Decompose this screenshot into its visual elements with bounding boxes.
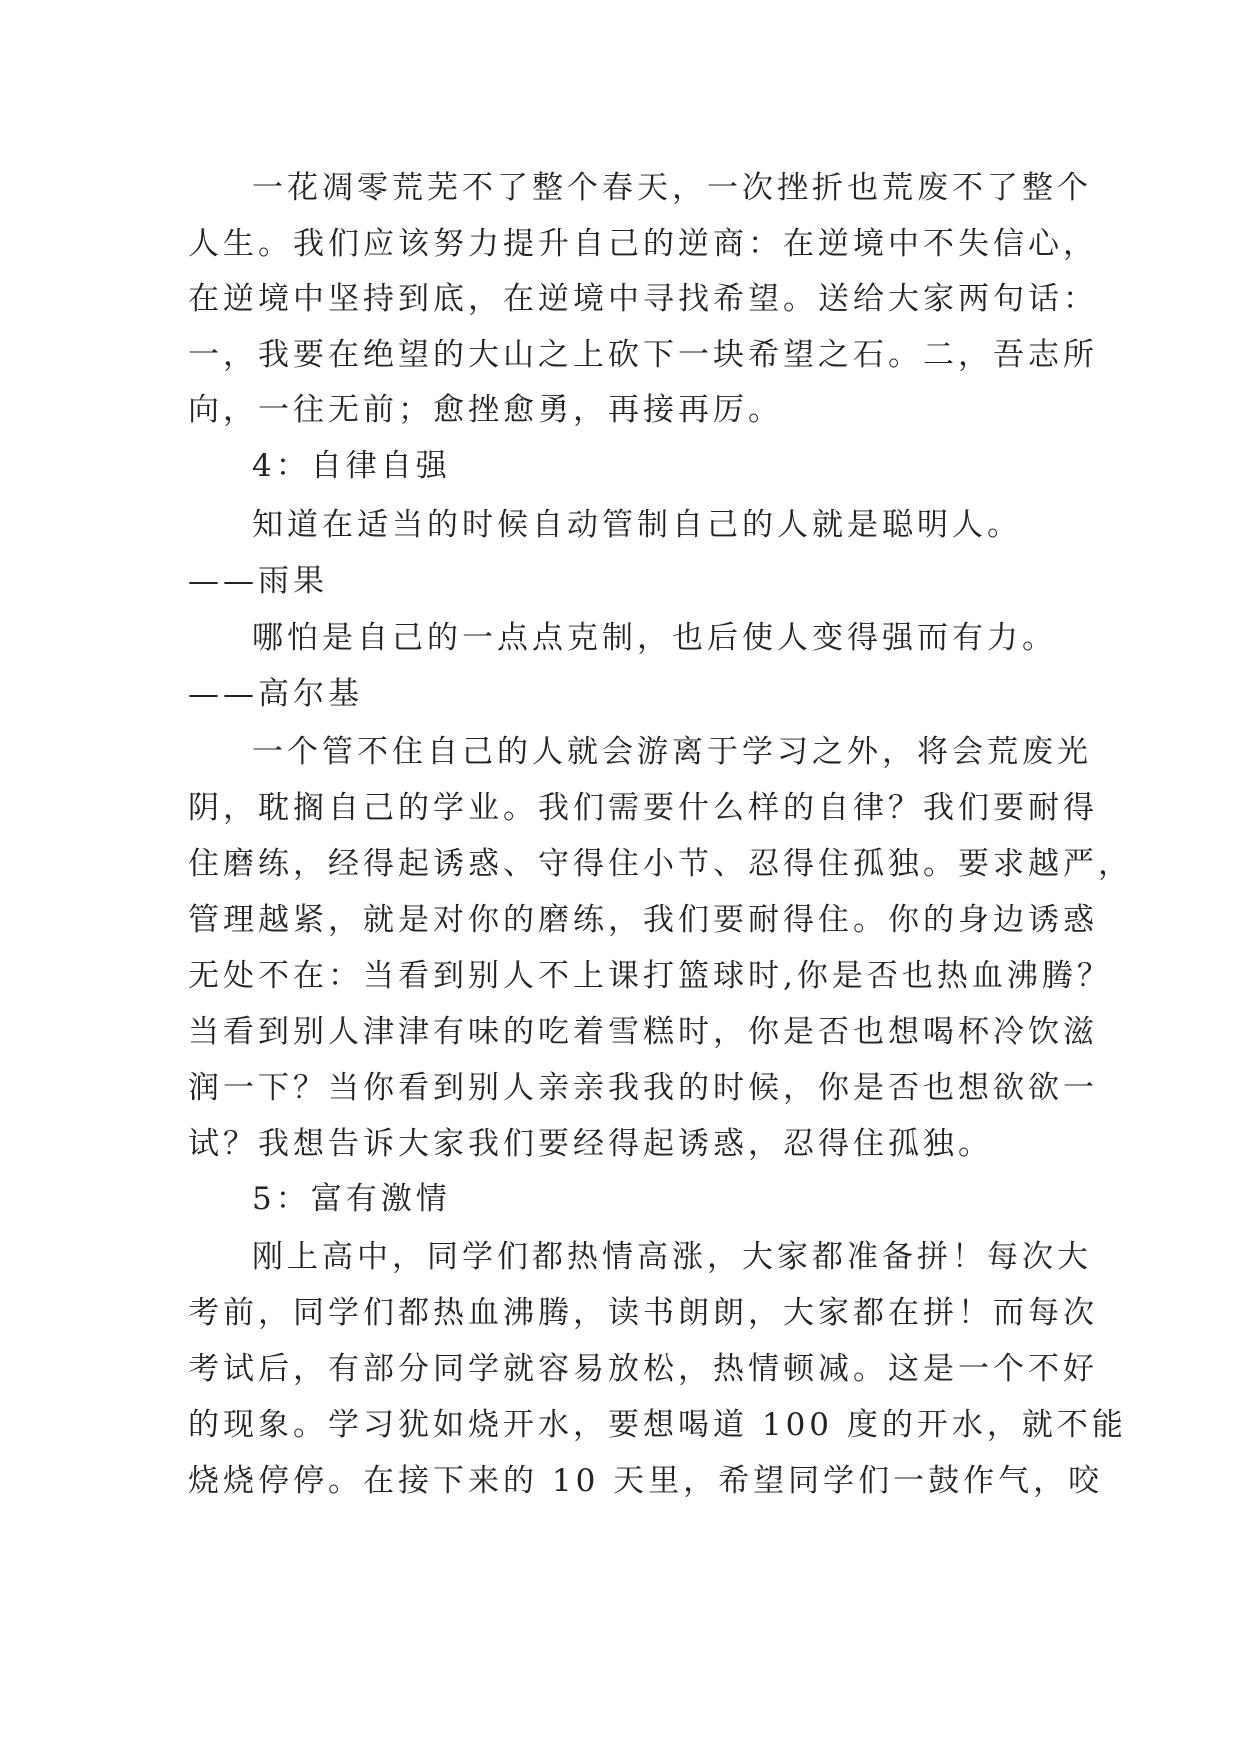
paragraph-line: 当看到别人津津有味的吃着雪糕时，你是否也想喝杯冷饮滋 (188, 1014, 1098, 1050)
paragraph-line: 试？我想告诉大家我们要经得起诱惑，忍得住孤独。 (188, 1126, 993, 1162)
quote-line: 知道在适当的时候自动管制自己的人就是聪明人。 (252, 507, 1022, 543)
paragraph-line: 人生。我们应该努力提升自己的逆商：在逆境中不失信心， (188, 226, 1098, 262)
quote-attribution: ——雨果 (188, 563, 328, 599)
paragraph-line: 住磨练，经得起诱惑、守得住小节、忍得住孤独。要求越严， (188, 846, 1133, 882)
paragraph-line: 管理越紧，就是对你的磨练，我们要耐得住。你的身边诱惑 (188, 902, 1098, 938)
section-heading: 5：富有激情 (252, 1181, 451, 1217)
paragraph-line: 向，一往无前；愈挫愈勇，再接再厉。 (188, 392, 783, 428)
paragraph-line: 润一下？当你看到别人亲亲我我的时候，你是否也想欲欲一 (188, 1070, 1098, 1106)
paragraph-line: 的现象。学习犹如烧开水，要想喝道 100 度的开水，就不能 (188, 1407, 1127, 1443)
paragraph-line: 无处不在：当看到别人不上课打篮球时,你是否也热血沸腾？ (188, 958, 1112, 994)
paragraph-line: 在逆境中坚持到底，在逆境中寻找希望。送给大家两句话： (188, 281, 1098, 317)
paragraph-line: 一个管不住自己的人就会游离于学习之外，将会荒废光 (252, 734, 1092, 770)
paragraph-line: 一，我要在绝望的大山之上砍下一块希望之石。二，吾志所 (188, 337, 1098, 373)
paragraph-line: 刚上高中，同学们都热情高涨，大家都准备拼！每次大 (252, 1239, 1092, 1275)
paragraph-line: 考前，同学们都热血沸腾，读书朗朗，大家都在拼！而每次 (188, 1295, 1098, 1331)
paragraph-line: 烧烧停停。在接下来的 10 天里，希望同学们一鼓作气，咬 (188, 1463, 1104, 1499)
paragraph-line: 考试后，有部分同学就容易放松，热情顿减。这是一个不好 (188, 1351, 1098, 1387)
quote-line: 哪怕是自己的一点点克制，也后使人变得强而有力。 (252, 620, 1057, 656)
paragraph-line: 一花凋零荒芜不了整个春天，一次挫折也荒废不了整个 (252, 170, 1092, 206)
quote-attribution: ——高尔基 (188, 676, 363, 712)
paragraph-line: 阴，耽搁自己的学业。我们需要什么样的自律？我们要耐得 (188, 790, 1098, 826)
section-heading: 4：自律自强 (252, 448, 451, 484)
